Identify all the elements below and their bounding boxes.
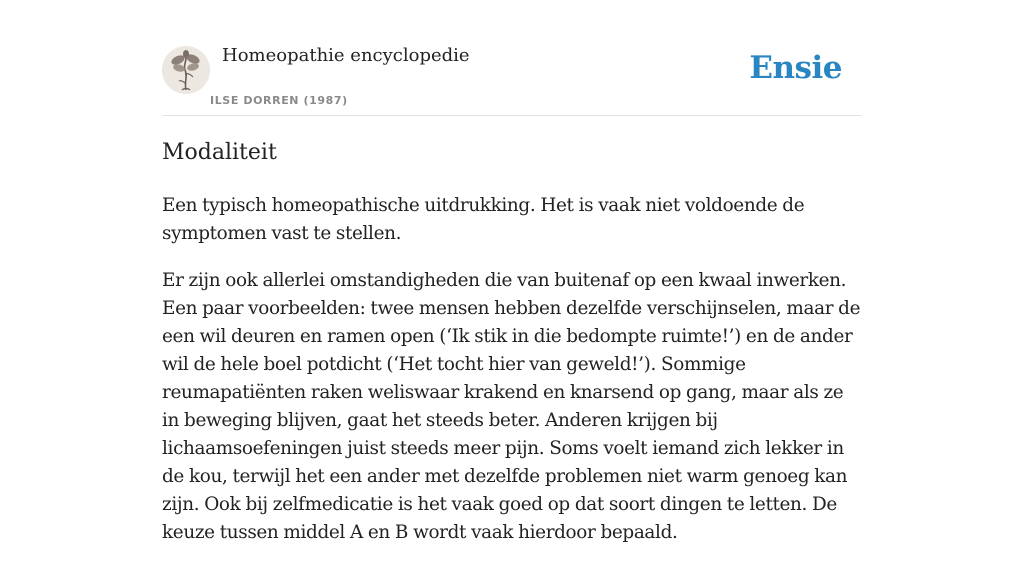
- page: [162, 0, 862, 543]
- header: [162, 0, 862, 116]
- plant-illustration-icon: [162, 46, 210, 94]
- entry-paragraph: Er zijn ook allerlei omstandigheden die van buitenaf op een kwaal inwerken. Een paar voorbeelden: twee mensen hebben dezelfde verschijnselen, maar de een wil deuren en ramen open (‘Ik stik in die bedompte ruimte!’) en de ander wil de hele boel potdicht (‘Het tocht hier van geweld!’). Sommige reumapatiënten raken weliswaar krakend en knarsend op gang, maar als ze in beweging blijven, gaat het steeds beter. Anderen krijgen bij lichaamsoefeningen juist steeds meer pijn. Soms voelt iemand zich lekker in de kou, terwijl het een ander met dezelfde problemen niet warm genoeg kan zijn. Ook bij zelfmedicatie is het vaak goed op dat soort dingen te letten. De keuze tussen middel A en B wordt vaak hierdoor bepaald.: [162, 270, 861, 543]
- entry-content: [162, 192, 862, 566]
- book-author: ILSE DORREN (1987): [210, 94, 348, 107]
- book-logo[interactable]: [162, 46, 210, 94]
- entry-paragraph: Een typisch homeopathische uitdrukking. Het is vaak niet voldoende de symptomen vast te stellen.: [162, 195, 805, 244]
- book-title[interactable]: Homeopathie encyclopedie: [222, 45, 470, 66]
- ensie-logo[interactable]: Ensie: [749, 50, 842, 86]
- entry-title: Modaliteit: [162, 140, 277, 165]
